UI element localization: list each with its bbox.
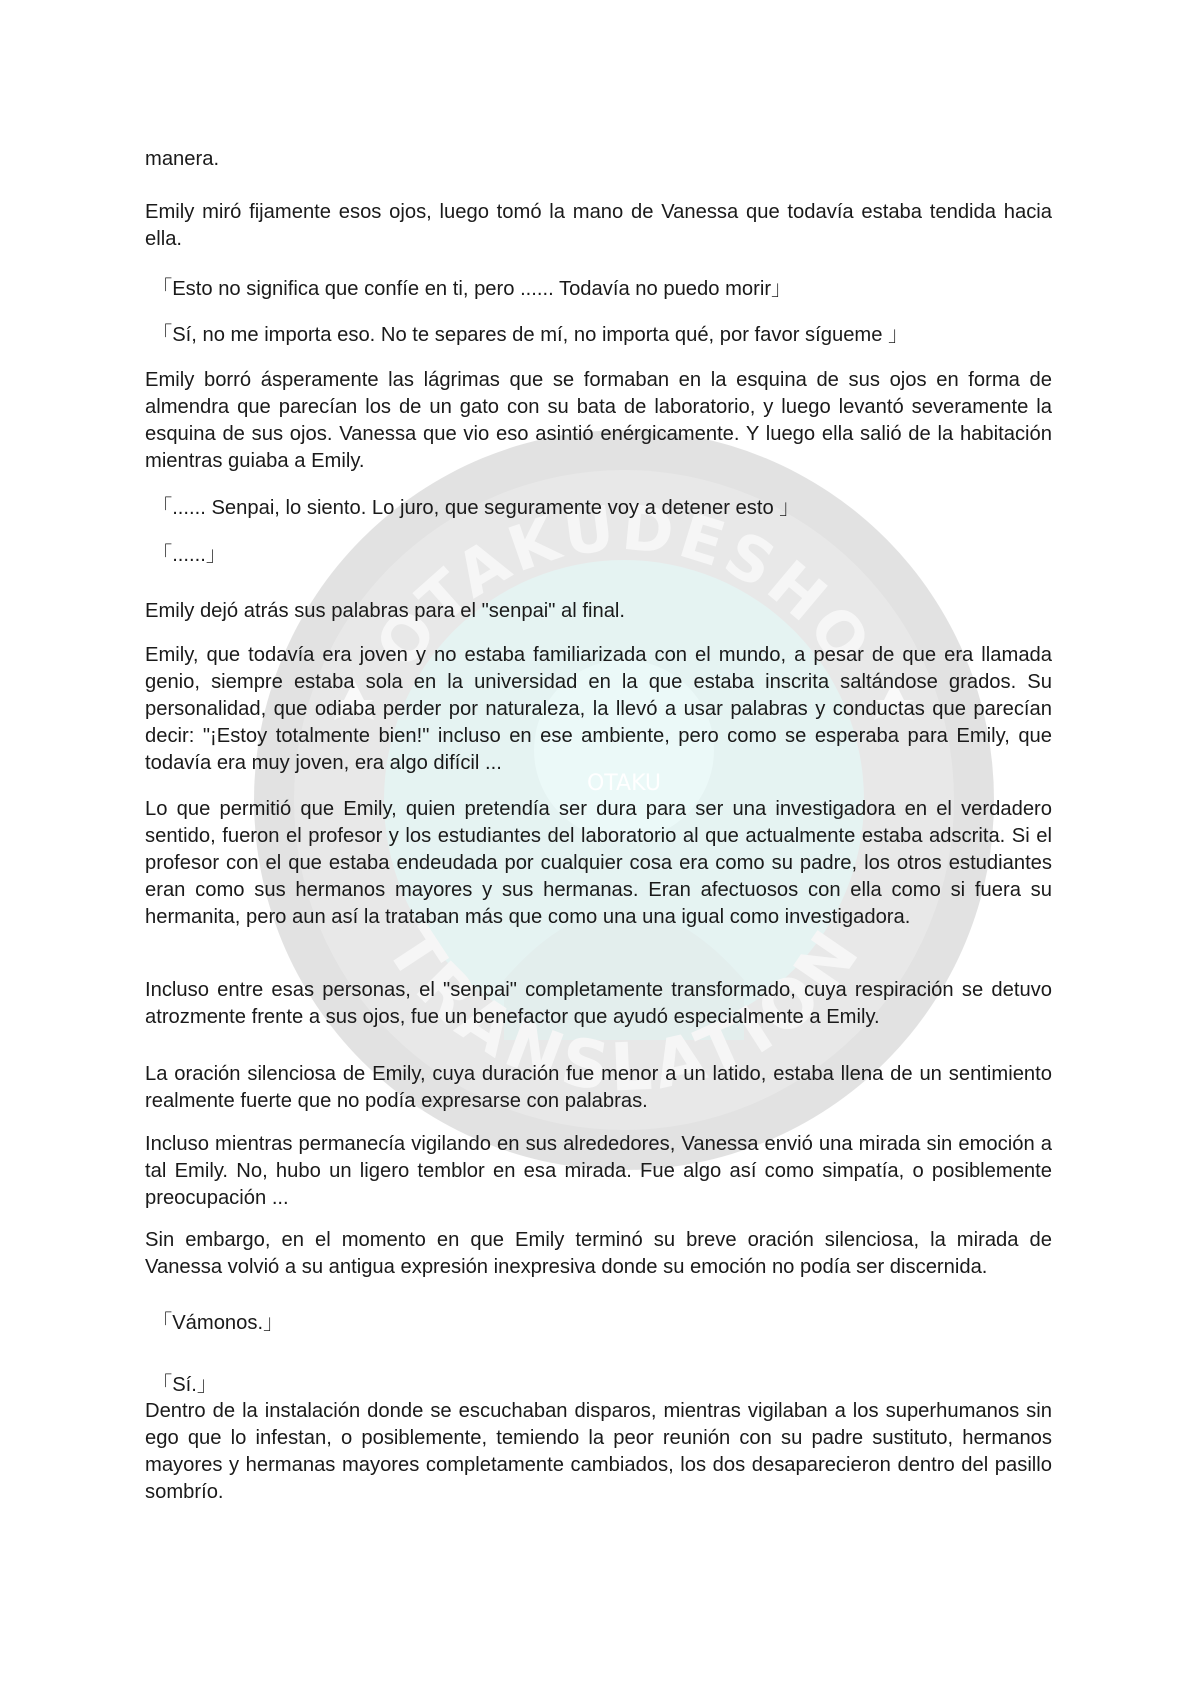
- dialog-ellipsis: 「......」: [152, 544, 227, 566]
- dialog-senpai-lo-siento: 「...... Senpai, lo siento. Lo juro, que seguramente voy a detener esto 」: [152, 497, 800, 519]
- dialog-si: 「Sí.」: [152, 1374, 218, 1396]
- dialog-esto-no-significa: 「Esto no significa que confíe en ti, pero ...... Todavía no puedo morir」: [152, 278, 792, 300]
- paragraph-oracion-silenciosa: La oración silenciosa de Emily, cuya duración fue menor a un latido, estaba llena de un sentimiento realmente fuerte que no podía expresarse con palabras.: [145, 1063, 1052, 1112]
- paragraph-lo-que-permitio: Lo que permitió que Emily, quien pretendía ser dura para ser una investigadora en el verdadero sentido, fueron el profesor y los estudiantes del laboratorio al que actualmente estaba adscrita. Si el profesor con el que estaba endeudada por cualquier cosa era como su padre, los otros estudiantes eran como sus hermanos mayores y sus hermanas. Eran afectuosos con ella como si fuera su hermanita, pero aun así la trataban más que como una una igual como investigadora.: [145, 798, 1052, 928]
- paragraph-emily-dejo: Emily dejó atrás sus palabras para el "senpai" al final.: [145, 600, 626, 622]
- dialog-vamonos: 「Vámonos.」: [152, 1312, 284, 1334]
- paragraph-vigilando: Incluso mientras permanecía vigilando en sus alrededores, Vanessa envió una mirada sin emoción a tal Emily. No, hubo un ligero temblor en esa mirada. Fue algo así como simpatía, o posiblemente preocupación ...: [145, 1133, 1052, 1209]
- paragraph-manera: manera.: [145, 148, 220, 170]
- paragraph-emily-miro: Emily miró fijamente esos ojos, luego tomó la mano de Vanessa que todavía estaba tendida hacia ella.: [145, 201, 1052, 250]
- watermark-badge-text: OTAKU: [586, 771, 662, 796]
- dialog-si-no-me-importa: 「Sí, no me importa eso. No te separes de mí, no importa qué, por favor sígueme 」: [152, 324, 909, 346]
- watermark-bottom-text: TRANSLATION: [371, 912, 878, 1107]
- paragraph-incluso-entre: Incluso entre esas personas, el "senpai" completamente transformado, cuya respiración se detuvo atrozmente frente a sus ojos, fue un benefactor que ayudó especialmente a Emily.: [145, 979, 1052, 1028]
- watermark-top-text: OTAKUDESHO: [361, 490, 887, 682]
- paragraph-emily-joven: Emily, que todavía era joven y no estaba familiarizada con el mundo, a pesar de que era llamada genio, siempre estaba sola en la universidad en la que estaba inscrita saltándose grados. Su personalidad, que odiaba perder por naturaleza, la llevó a usar palabras y conductas que parecían decir: "¡Estoy totalmente bien!" incluso en ese ambiente, pero como se esperaba para Emily, que todavía era muy joven, era algo difícil ...: [145, 644, 1052, 774]
- paragraph-dentro-instalacion: Dentro de la instalación donde se escuchaban disparos, mientras vigilaban a los superhumanos sin ego que lo infestan, o posiblemente, temiendo la peor reunión con su padre sustituto, hermanos mayores y hermanas mayores completamente cambiados, los dos desaparecieron dentro del pasillo sombrío.: [145, 1400, 1052, 1503]
- paragraph-sin-embargo: Sin embargo, en el momento en que Emily terminó su breve oración silenciosa, la mirada de Vanessa volvió a su antigua expresión inexpresiva donde su emoción no podía ser discernida.: [145, 1229, 1052, 1278]
- paragraph-emily-borro: Emily borró ásperamente las lágrimas que se formaban en la esquina de sus ojos en forma de almendra que parecían los de un gato con su bata de laboratorio, y luego levantó severamente la esquina de sus ojos. Vanessa que vio eso asintió enérgicamente. Y luego ella salió de la habitación mientras guiaba a Emily.: [145, 369, 1052, 472]
